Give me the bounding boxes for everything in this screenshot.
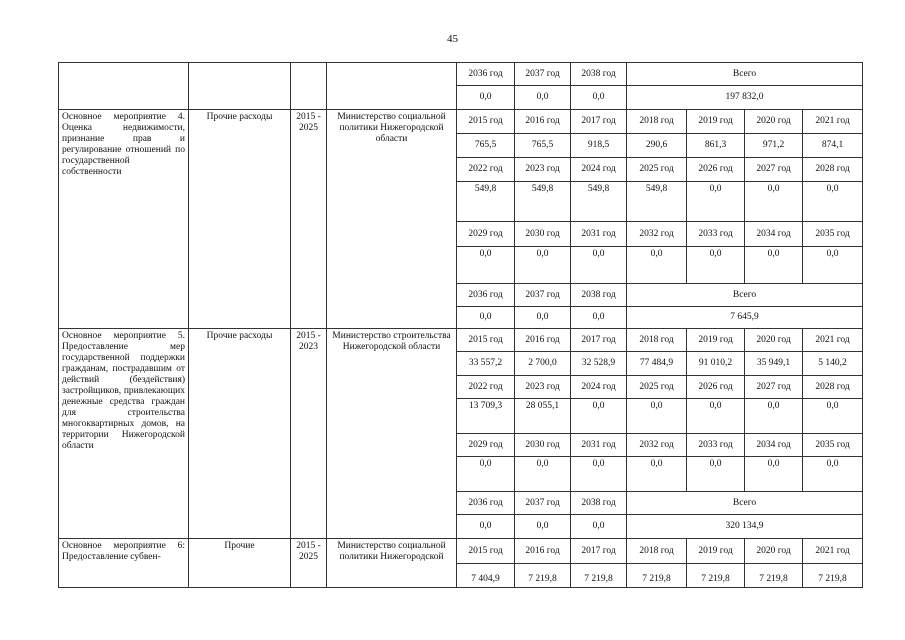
value-cell: 0,0 [745,457,803,492]
year-header: 2016 год [515,539,571,564]
total-value: 197 832,0 [627,86,863,110]
period: 2015 - 2023 [291,329,327,539]
year-header: 2019 год [687,329,745,352]
value-cell: 0,0 [687,399,745,434]
year-header: 2018 год [627,329,687,352]
year-header: 2030 год [515,434,571,457]
year-header: 2018 год [627,110,687,134]
year-header: 2017 год [571,329,627,352]
total-header: Всего [627,492,863,515]
value-cell: 0,0 [627,399,687,434]
value-cell: 0,0 [571,307,627,329]
value-cell: 2 700,0 [515,352,571,376]
year-header: 2022 год [457,158,515,182]
value-cell: 7 219,8 [515,564,571,588]
value-cell: 0,0 [571,247,627,284]
year-header: 2037 год [515,492,571,515]
executor: Министерство социальной политики Нижегородской области [327,110,457,329]
year-header: 2021 год [803,110,863,134]
value-cell: 0,0 [515,457,571,492]
year-header: 2016 год [515,110,571,134]
value-cell: 7 219,8 [745,564,803,588]
year-header: 2036 год [457,63,515,86]
year-header: 2017 год [571,110,627,134]
year-header: 2026 год [687,376,745,399]
value-cell: 0,0 [627,247,687,284]
year-header: 2037 год [515,63,571,86]
year-header: 2027 год [745,376,803,399]
year-header: 2027 год [745,158,803,182]
year-header: 2030 год [515,222,571,247]
year-header: 2032 год [627,434,687,457]
year-header: 2019 год [687,539,745,564]
year-header: 2022 год [457,376,515,399]
value-cell: 0,0 [515,86,571,110]
value-cell: 0,0 [515,247,571,284]
expense-type: Прочие расходы [189,329,291,539]
year-header: 2018 год [627,539,687,564]
value-cell: 0,0 [687,182,745,222]
value-cell: 0,0 [571,86,627,110]
period: 2015 - 2025 [291,539,327,588]
value-cell: 35 949,1 [745,352,803,376]
year-header: 2032 год [627,222,687,247]
year-header: 2028 год [803,376,863,399]
value-cell: 7 219,8 [803,564,863,588]
value-cell: 7 219,8 [687,564,745,588]
year-header: 2028 год [803,158,863,182]
total-header: Всего [627,284,863,307]
value-cell: 0,0 [803,399,863,434]
value-cell: 0,0 [687,457,745,492]
year-header: 2035 год [803,222,863,247]
value-cell: 77 484,9 [627,352,687,376]
value-cell: 0,0 [571,457,627,492]
period-cell [291,63,327,110]
table-row [59,539,863,564]
measure-description: Основное мероприятие 6: Предоставление субвен- [59,539,189,588]
value-cell: 549,8 [457,182,515,222]
value-cell: 0,0 [457,457,515,492]
value-cell: 874,1 [803,134,863,158]
year-header: 2016 год [515,329,571,352]
expense-type-cell [189,63,291,110]
value-cell: 971,2 [745,134,803,158]
expense-type: Прочие расходы [189,110,291,329]
value-cell: 0,0 [457,515,515,539]
executor-cell [327,63,457,110]
value-cell: 5 140,2 [803,352,863,376]
value-cell: 290,6 [627,134,687,158]
year-header: 2037 год [515,284,571,307]
year-header: 2023 год [515,158,571,182]
value-cell: 765,5 [457,134,515,158]
value-cell: 0,0 [745,182,803,222]
year-header: 2031 год [571,434,627,457]
year-header: 2024 год [571,158,627,182]
value-cell: 0,0 [515,515,571,539]
year-header: 2029 год [457,434,515,457]
value-cell: 0,0 [745,247,803,284]
value-cell: 32 528,9 [571,352,627,376]
page-number: 45 [447,33,458,45]
value-cell: 7 404,9 [457,564,515,588]
value-cell: 7 219,8 [627,564,687,588]
year-header: 2015 год [457,539,515,564]
year-header: 2015 год [457,110,515,134]
value-cell: 0,0 [803,457,863,492]
measure-description: Основное мероприятие 4. Оценка недвижимости, признание прав и регулирование отношений по государственной собственности [59,110,189,329]
value-cell: 0,0 [571,515,627,539]
year-header: 2033 год [687,222,745,247]
year-header: 2025 год [627,158,687,182]
year-header: 2035 год [803,434,863,457]
value-cell: 0,0 [515,307,571,329]
year-header: 2038 год [571,63,627,86]
table-row [59,63,863,86]
value-cell: 549,8 [627,182,687,222]
total-value: 320 134,9 [627,515,863,539]
year-header: 2023 год [515,376,571,399]
year-header: 2036 год [457,492,515,515]
year-header: 2025 год [627,376,687,399]
total-value: 7 645,9 [627,307,863,329]
year-header: 2020 год [745,110,803,134]
executor: Министерство строительства Нижегородской области [327,329,457,539]
measure-description: Основное мероприятие 5. Предоставление мер государственной поддержки гражданам, пострадавшим от действий (бездействия) застройщиков, привлекающих денежные средства граждан для строительства многоквартирных домов, на территории Нижегородской области [59,329,189,539]
value-cell: 33 557,2 [457,352,515,376]
table-row [59,110,863,134]
value-cell: 861,3 [687,134,745,158]
expense-type: Прочие [189,539,291,588]
year-header: 2017 год [571,539,627,564]
value-cell: 7 219,8 [571,564,627,588]
description-cell [59,63,189,110]
value-cell: 0,0 [457,86,515,110]
value-cell: 0,0 [457,247,515,284]
value-cell: 765,5 [515,134,571,158]
year-header: 2021 год [803,539,863,564]
year-header: 2036 год [457,284,515,307]
year-header: 2031 год [571,222,627,247]
budget-table [58,62,863,588]
year-header: 2021 год [803,329,863,352]
value-cell: 28 055,1 [515,399,571,434]
period: 2015 - 2025 [291,110,327,329]
value-cell: 0,0 [457,307,515,329]
value-cell: 0,0 [803,182,863,222]
value-cell: 0,0 [745,399,803,434]
value-cell: 13 709,3 [457,399,515,434]
value-cell: 0,0 [571,399,627,434]
year-header: 2024 год [571,376,627,399]
value-cell: 549,8 [571,182,627,222]
executor: Министерство социальной политики Нижегородской [327,539,457,588]
year-header: 2034 год [745,434,803,457]
year-header: 2038 год [571,284,627,307]
year-header: 2026 год [687,158,745,182]
year-header: 2019 год [687,110,745,134]
value-cell: 0,0 [803,247,863,284]
year-header: 2020 год [745,329,803,352]
value-cell: 0,0 [627,457,687,492]
value-cell: 549,8 [515,182,571,222]
value-cell: 91 010,2 [687,352,745,376]
year-header: 2034 год [745,222,803,247]
year-header: 2029 год [457,222,515,247]
year-header: 2033 год [687,434,745,457]
total-header: Всего [627,63,863,86]
table-row [59,329,863,352]
year-header: 2020 год [745,539,803,564]
value-cell: 0,0 [687,247,745,284]
value-cell: 918,5 [571,134,627,158]
year-header: 2015 год [457,329,515,352]
year-header: 2038 год [571,492,627,515]
